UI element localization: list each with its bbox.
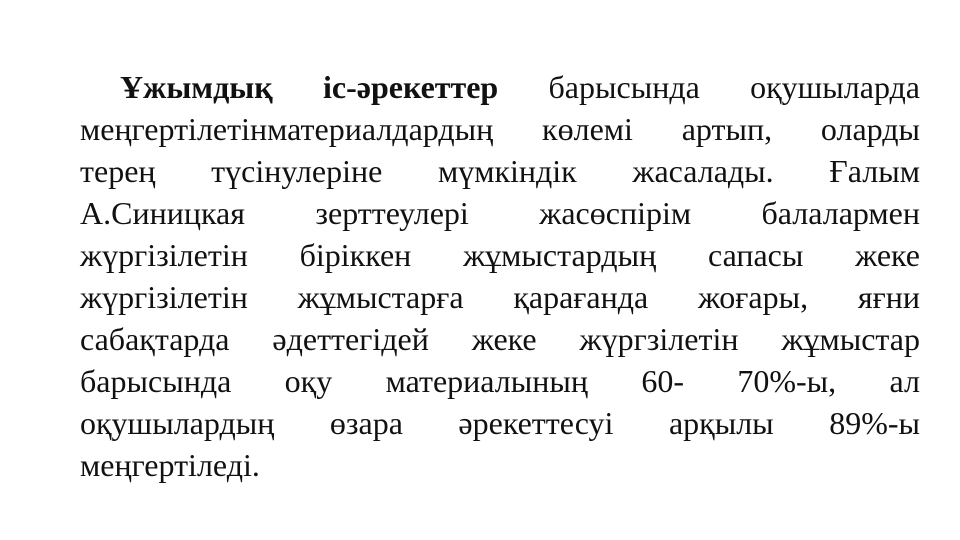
paragraph-line-2: меңгертілетінматериалдардың көлемі артып, оларды: [80, 111, 920, 147]
paragraph-line-4: А.Синицкая зерттеулері жасөспірім балалармен: [80, 195, 920, 231]
paragraph-line-10: меңгертіледі.: [80, 447, 260, 483]
line-1-text: барысында оқушыларда: [498, 69, 920, 105]
paragraph-line-6: жүргізілетін жұмыстарға қарағанда жоғары, яғни: [80, 279, 920, 315]
paragraph-line-7: сабақтарда әдеттегідей жеке жүргзілетін жұмыстар: [80, 321, 920, 357]
bold-lead-phrase: Ұжымдық іс-әрекеттер: [120, 69, 499, 105]
paragraph-line-9: оқушылардың өзара әрекеттесуі арқылы 89%-ы: [80, 405, 920, 441]
paragraph: [80, 66, 920, 486]
paragraph-line-3: терең түсінулеріне мүмкіндік жасалады. Ғалым: [80, 153, 920, 189]
paragraph-line-1: [80, 66, 920, 108]
paragraph-line-5: жүргізілетін біріккен жұмыстардың сапасы жеке: [80, 237, 920, 273]
paragraph-line-8: барысында оқу материалының 60- 70%-ы, ал: [80, 363, 920, 399]
